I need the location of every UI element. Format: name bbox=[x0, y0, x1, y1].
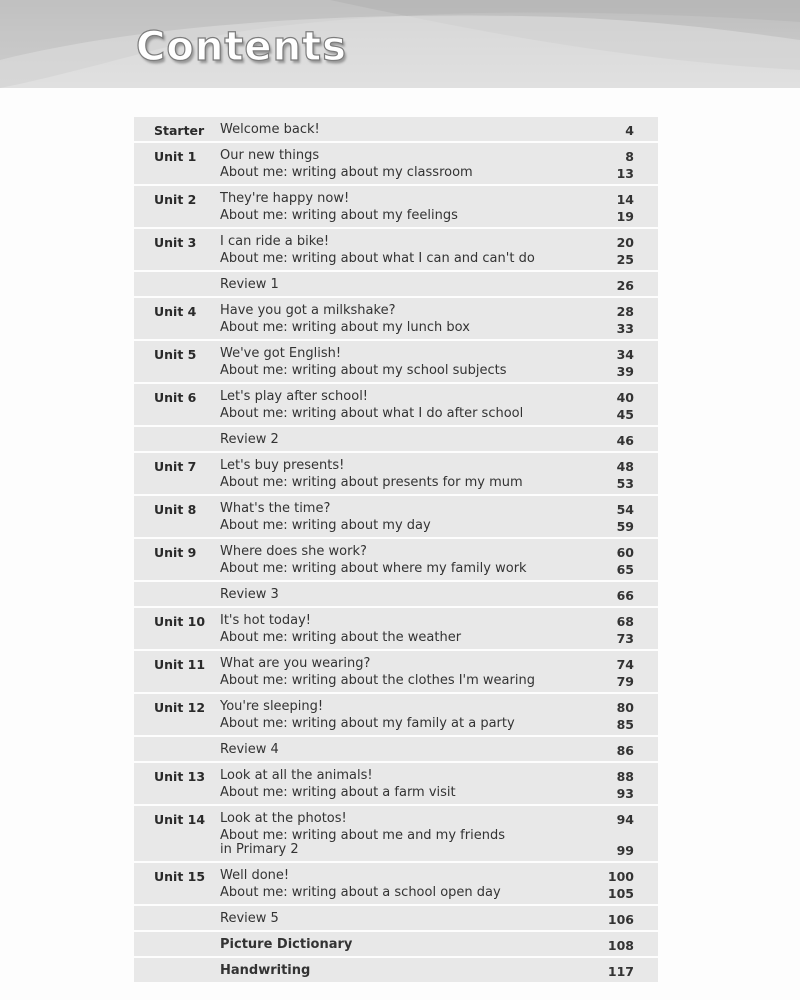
page-number: 39 bbox=[616, 364, 634, 379]
page-number: 28 bbox=[616, 304, 634, 319]
unit-label: Unit 12 bbox=[154, 700, 206, 715]
toc-entry bbox=[220, 190, 634, 207]
banner-swoosh-decoration bbox=[0, 0, 800, 88]
toc-entry bbox=[220, 500, 634, 517]
page-number: 86 bbox=[616, 743, 634, 758]
unit-label: Unit 15 bbox=[154, 869, 206, 884]
entry-title: Let's buy presents! bbox=[220, 458, 345, 473]
toc-row bbox=[134, 582, 658, 606]
unit-label: Unit 1 bbox=[154, 149, 197, 164]
unit-label: Unit 3 bbox=[154, 235, 197, 250]
page-number: 26 bbox=[616, 278, 634, 293]
toc-entry bbox=[220, 655, 634, 672]
page-number: 79 bbox=[616, 674, 634, 689]
page-number: 4 bbox=[625, 123, 634, 138]
page-number: 14 bbox=[616, 192, 634, 207]
toc-entry bbox=[220, 164, 634, 181]
toc-entry bbox=[220, 431, 634, 448]
entry-title: About me: writing about a school open day bbox=[220, 885, 501, 900]
entry-title: Well done! bbox=[220, 868, 290, 883]
toc-entry bbox=[220, 207, 634, 224]
page-number: 25 bbox=[616, 252, 634, 267]
page-number: 88 bbox=[616, 769, 634, 784]
toc-entry bbox=[220, 457, 634, 474]
page-number: 40 bbox=[616, 390, 634, 405]
toc-entry bbox=[220, 767, 634, 784]
toc-entry bbox=[220, 147, 634, 164]
page-number: 73 bbox=[616, 631, 634, 646]
toc-row bbox=[134, 341, 658, 382]
toc-entry bbox=[220, 276, 634, 293]
entry-title: Welcome back! bbox=[220, 122, 320, 137]
entry-title: Where does she work? bbox=[220, 544, 367, 559]
toc-entry bbox=[220, 612, 634, 629]
toc-entry bbox=[220, 827, 598, 841]
unit-label: Unit 7 bbox=[154, 459, 197, 474]
entry-title: Picture Dictionary bbox=[220, 937, 353, 952]
toc-entry bbox=[220, 784, 634, 801]
unit-label: Unit 10 bbox=[154, 614, 206, 629]
page-title: Contents bbox=[136, 24, 347, 70]
page-number: 117 bbox=[607, 964, 634, 979]
toc-entry bbox=[220, 405, 634, 422]
entry-title: About me: writing about what I can and can't do bbox=[220, 251, 535, 266]
toc-row bbox=[134, 143, 658, 184]
page-number: 68 bbox=[616, 614, 634, 629]
page-number: 19 bbox=[616, 209, 634, 224]
page-number: 74 bbox=[616, 657, 634, 672]
toc-entry bbox=[220, 345, 634, 362]
contents-table bbox=[134, 117, 658, 984]
entry-title: We've got English! bbox=[220, 346, 342, 361]
entry-title: About me: writing about my lunch box bbox=[220, 320, 470, 335]
entry-title: Review 5 bbox=[220, 911, 279, 926]
entry-title: About me: writing about my classroom bbox=[220, 165, 473, 180]
toc-entry bbox=[220, 388, 634, 405]
toc-row bbox=[134, 229, 658, 270]
unit-label: Unit 13 bbox=[154, 769, 206, 784]
entry-title: About me: writing about my school subjects bbox=[220, 363, 507, 378]
entry-title: About me: writing about my day bbox=[220, 518, 431, 533]
entry-title: What are you wearing? bbox=[220, 656, 371, 671]
entry-title: in Primary 2 bbox=[220, 842, 299, 857]
toc-row bbox=[134, 863, 658, 904]
entry-title: They're happy now! bbox=[220, 191, 350, 206]
page-number: 65 bbox=[616, 562, 634, 577]
entry-title: About me: writing about my family at a party bbox=[220, 716, 515, 731]
entry-title: About me: writing about where my family work bbox=[220, 561, 527, 576]
toc-row bbox=[134, 427, 658, 451]
entry-title: Let's play after school! bbox=[220, 389, 369, 404]
toc-row bbox=[134, 763, 658, 804]
page-number: 20 bbox=[616, 235, 634, 250]
entry-title: Review 3 bbox=[220, 587, 279, 602]
toc-entry bbox=[220, 910, 634, 927]
toc-entry bbox=[220, 741, 634, 758]
toc-row bbox=[134, 453, 658, 494]
entry-title: I can ride a bike! bbox=[220, 234, 330, 249]
page-number: 85 bbox=[616, 717, 634, 732]
header-banner bbox=[0, 0, 800, 88]
entry-title: About me: writing about what I do after school bbox=[220, 406, 524, 421]
unit-label: Unit 14 bbox=[154, 812, 206, 827]
page-number: 66 bbox=[616, 588, 634, 603]
toc-entry bbox=[220, 121, 634, 138]
toc-entry bbox=[220, 810, 634, 827]
toc-row bbox=[134, 496, 658, 537]
toc-entry bbox=[220, 715, 634, 732]
page-number: 105 bbox=[607, 886, 634, 901]
toc-entry bbox=[220, 962, 634, 979]
toc-row bbox=[134, 608, 658, 649]
unit-label: Unit 11 bbox=[154, 657, 206, 672]
entry-title: Review 4 bbox=[220, 742, 279, 757]
unit-label: Unit 9 bbox=[154, 545, 197, 560]
entry-title: About me: writing about a farm visit bbox=[220, 785, 456, 800]
toc-row bbox=[134, 932, 658, 956]
page-number: 100 bbox=[607, 869, 634, 884]
toc-entry bbox=[220, 841, 634, 858]
toc-entry bbox=[220, 884, 634, 901]
toc-entry bbox=[220, 250, 634, 267]
toc-row bbox=[134, 117, 658, 141]
unit-label: Unit 8 bbox=[154, 502, 197, 517]
page-number: 53 bbox=[616, 476, 634, 491]
toc-entry bbox=[220, 867, 634, 884]
toc-entry bbox=[220, 517, 634, 534]
entry-title: About me: writing about the clothes I'm wearing bbox=[220, 673, 535, 688]
page-number: 54 bbox=[616, 502, 634, 517]
page-number: 80 bbox=[616, 700, 634, 715]
entry-title: About me: writing about the weather bbox=[220, 630, 462, 645]
page-number: 59 bbox=[616, 519, 634, 534]
entry-title: It's hot today! bbox=[220, 613, 312, 628]
entry-title: About me: writing about presents for my mum bbox=[220, 475, 523, 490]
entry-title: Have you got a milkshake? bbox=[220, 303, 396, 318]
page-number: 34 bbox=[616, 347, 634, 362]
toc-row bbox=[134, 186, 658, 227]
entry-title: Review 1 bbox=[220, 277, 279, 292]
page-number: 99 bbox=[616, 843, 634, 858]
page-number: 48 bbox=[616, 459, 634, 474]
entry-title: Look at all the animals! bbox=[220, 768, 373, 783]
entry-title: About me: writing about my feelings bbox=[220, 208, 458, 223]
toc-entry bbox=[220, 560, 634, 577]
toc-entry bbox=[220, 698, 634, 715]
page-number: 60 bbox=[616, 545, 634, 560]
toc-entry bbox=[220, 936, 634, 953]
page-number: 106 bbox=[607, 912, 634, 927]
toc-entry bbox=[220, 543, 634, 560]
entry-title: Handwriting bbox=[220, 963, 311, 978]
page-number: 46 bbox=[616, 433, 634, 448]
unit-label: Unit 2 bbox=[154, 192, 197, 207]
toc-row bbox=[134, 651, 658, 692]
toc-row bbox=[134, 539, 658, 580]
toc-entry bbox=[220, 474, 634, 491]
toc-row bbox=[134, 806, 658, 861]
toc-entry bbox=[220, 362, 634, 379]
entry-title: Our new things bbox=[220, 148, 320, 163]
entry-title: Review 2 bbox=[220, 432, 279, 447]
page-number: 45 bbox=[616, 407, 634, 422]
unit-label: Unit 4 bbox=[154, 304, 197, 319]
entry-title: You're sleeping! bbox=[220, 699, 324, 714]
toc-row bbox=[134, 272, 658, 296]
toc-entry bbox=[220, 302, 634, 319]
page-number: 13 bbox=[616, 166, 634, 181]
unit-label: Unit 5 bbox=[154, 347, 197, 362]
toc-row bbox=[134, 737, 658, 761]
page-number: 93 bbox=[616, 786, 634, 801]
entry-title: Look at the photos! bbox=[220, 811, 347, 826]
toc-entry bbox=[220, 586, 634, 603]
toc-row bbox=[134, 694, 658, 735]
unit-label: Starter bbox=[154, 123, 205, 138]
toc-entry bbox=[220, 672, 634, 689]
entry-title: What's the time? bbox=[220, 501, 331, 516]
toc-row bbox=[134, 958, 658, 982]
page-number: 8 bbox=[625, 149, 634, 164]
toc-entry bbox=[220, 233, 634, 250]
toc-row bbox=[134, 298, 658, 339]
page-number: 94 bbox=[616, 812, 634, 827]
unit-label: Unit 6 bbox=[154, 390, 197, 405]
page-number: 108 bbox=[607, 938, 634, 953]
toc-row bbox=[134, 384, 658, 425]
entry-title: About me: writing about me and my friends bbox=[220, 828, 505, 843]
toc-entry bbox=[220, 319, 634, 336]
toc-entry bbox=[220, 629, 634, 646]
toc-row bbox=[134, 906, 658, 930]
page-number: 33 bbox=[616, 321, 634, 336]
